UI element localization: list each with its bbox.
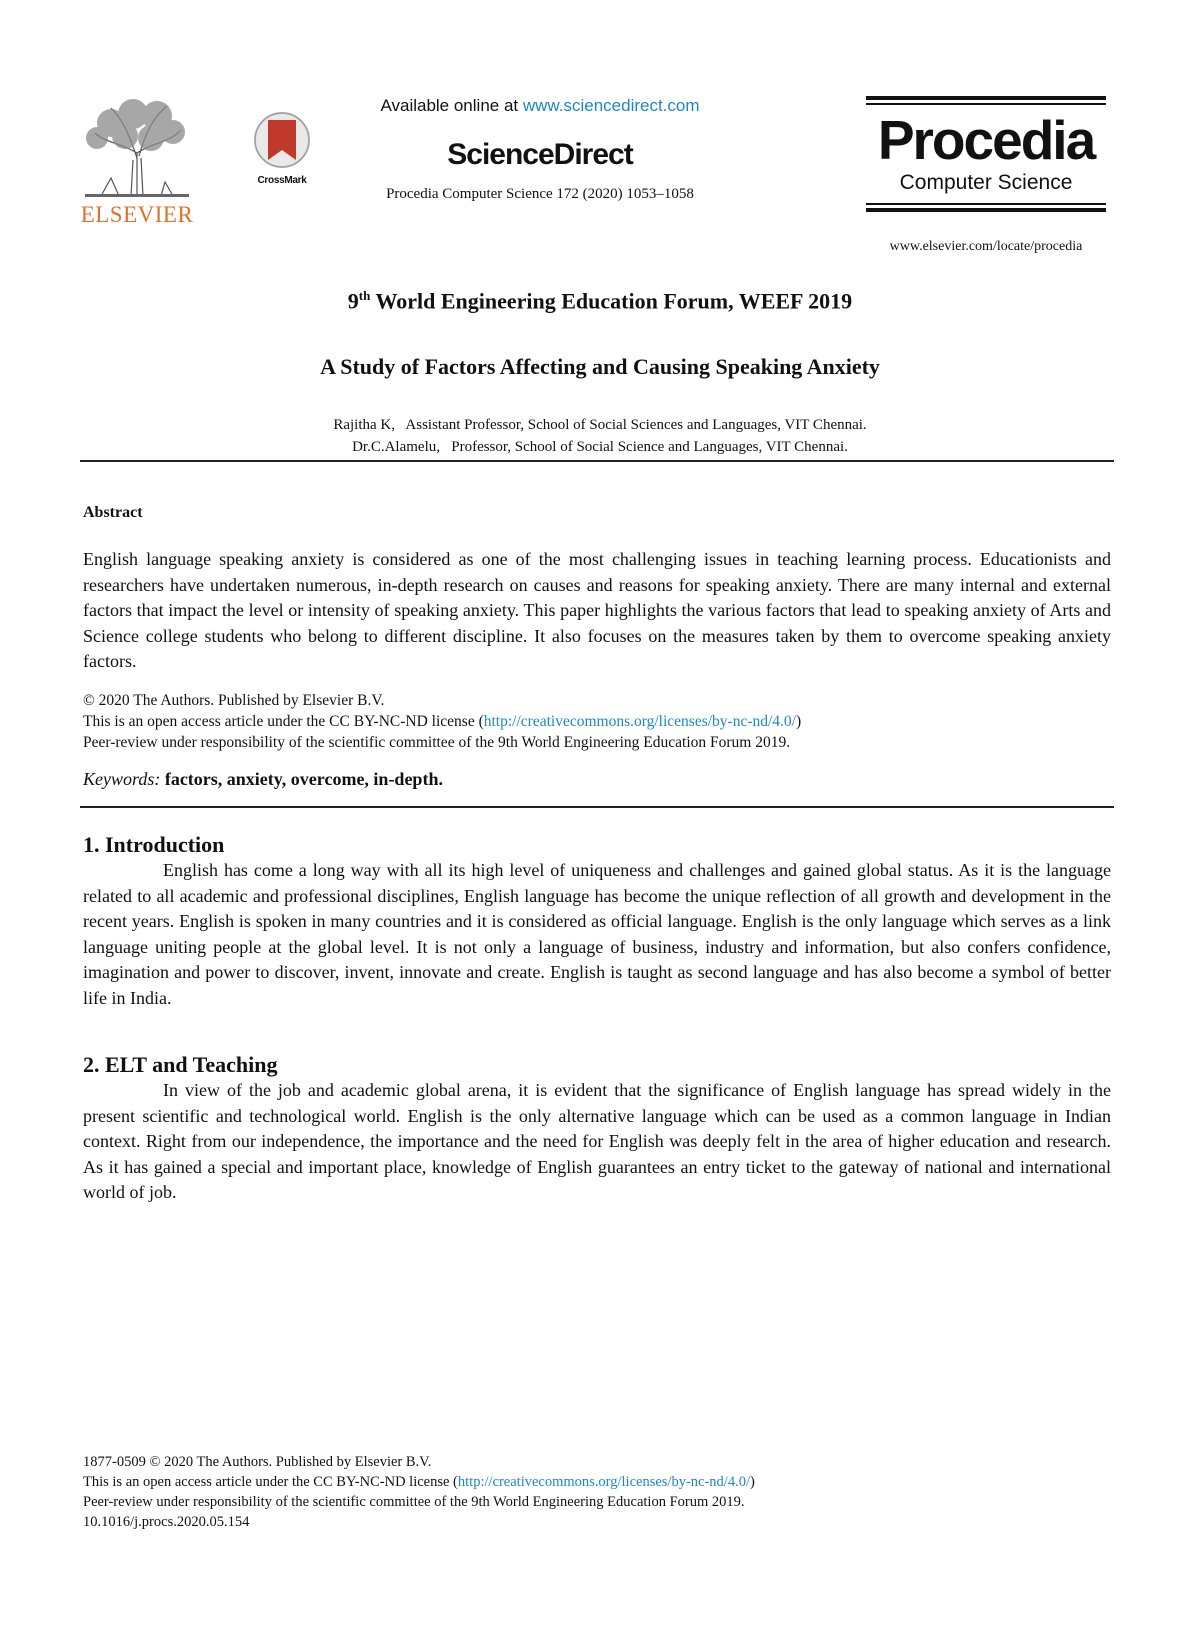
issn-line: 1877-0509 © 2020 The Authors. Published by Elsevier B.V. [83,1454,432,1470]
keywords-line [83,769,443,790]
crossmark-label: CrossMark [257,175,307,186]
doi[interactable]: 10.1016/j.procs.2020.05.154 [83,1514,250,1530]
center-header [320,96,760,203]
masthead-rule-bottom [866,208,1106,212]
journal-subtitle: Computer Science [899,171,1073,194]
license-suffix: ) [795,713,802,730]
footer-license-link[interactable]: http://creativecommons.org/licenses/by-nc-nd/4.0/ [457,1474,750,1490]
footer-license-suffix: ) [749,1474,755,1490]
availability-prefix: Available online at [380,96,523,115]
sciencedirect-link[interactable]: www.sciencedirect.com [522,96,700,115]
author-list [0,414,1200,458]
footer-license-line [83,1472,1111,1492]
conference-title [0,288,1200,314]
journal-reference: Procedia Computer Science 172 (2020) 1053–1058 [386,186,694,202]
section-heading: 1. Introduction [83,832,225,857]
license-prefix: This is an open access article under the CC BY-NC-ND license ( [83,713,484,730]
crossmark-badge[interactable] [246,110,318,188]
paper-title: A Study of Factors Affecting and Causing Speaking Anxiety [320,354,880,379]
elsevier-tree-icon [81,98,193,198]
footer-peer-review: Peer-review under responsibility of the scientific committee of the 9th World Engineering Education Forum 2019. [83,1494,745,1510]
page-footer [83,1452,1111,1532]
journal-name: Procedia [877,109,1095,171]
elsevier-logo [78,98,196,230]
procedia-masthead [866,96,1106,212]
copyright-line: © 2020 The Authors. Published by Elsevier B.V. [83,692,385,709]
sciencedirect-brand: ScienceDirect [447,138,633,171]
journal-url[interactable]: www.elsevier.com/locate/procedia [889,239,1083,254]
author-line: Rajitha K, Assistant Professor, School of Social Sciences and Languages, VIT Chennai. [333,417,867,433]
masthead-rule-top [866,96,1106,100]
author-line: Dr.C.Alamelu, Professor, School of Social Science and Languages, VIT Chennai. [352,439,848,455]
section-heading: 2. ELT and Teaching [83,1052,278,1077]
conference-ordinal-suffix: th [358,288,371,303]
peer-review-line: Peer-review under responsibility of the scientific committee of the 9th World Engineering Education Forum 2019. [83,734,791,751]
keywords-values: factors, anxiety, overcome, in-depth. [160,769,443,789]
availability-line [320,96,760,116]
divider-bottom [80,806,1114,808]
keywords-label: Keywords: [83,769,161,789]
divider-top [80,460,1114,462]
conference-name: World Engineering Education Forum, WEEF 2019 [370,288,853,314]
crossmark-icon [246,110,318,172]
abstract-text: English language speaking anxiety is considered as one of the most challenging issues in teaching learning process. Educationists and researchers have undertaken numerous, in-depth research on causes and reasons for speaking anxiety. There are many internal and external factors that impact the level or intensity of speaking anxiety. This paper highlights the various factors that lead to speaking anxiety of Arts and Science college students who belong to different discipline. It also focuses on the measures taken by them to overcome speaking anxiety factors. [83,549,1111,671]
section-body: English has come a long way with all its high level of uniqueness and challenges and gained global status. As it is the language related to all academic and professional disciplines, English language has become the unique reflection of all growth and development in the recent years. English is spoken in many countries and it is considered as official language. English is the only language which serves as a link language uniting people at the global level. It is not only a language of business, industry and information, but also confers confidence, imagination and power to discover, invent, innovate and create. English is taught as second language and has also become a symbol of better life in India. [83,860,1111,1008]
license-link[interactable]: http://creativecommons.org/licenses/by-nc-nd/4.0/ [483,713,796,730]
masthead-rule-bottom-thin [866,203,1106,205]
footer-license-prefix: This is an open access article under the CC BY-NC-ND license ( [83,1474,458,1490]
abstract-heading: Abstract [83,504,143,521]
abstract-copyright-block [83,690,1111,753]
section-body: In view of the job and academic global arena, it is evident that the significance of English language has spread widely in the present scientific and technological world. English is the only alternative language which can be used as a common language in Indian context. Right from our independence, the importance and the need for English was deeply felt in the area of higher education and research. As it has gained a special and important place, knowledge of English guarantees an entry ticket to the gateway of national and international world of job. [83,1080,1111,1202]
license-line [83,711,1111,732]
masthead-rule-top-thin [866,103,1106,105]
conference-ordinal: 9 [347,288,359,314]
elsevier-wordmark: ELSEVIER [80,202,194,227]
